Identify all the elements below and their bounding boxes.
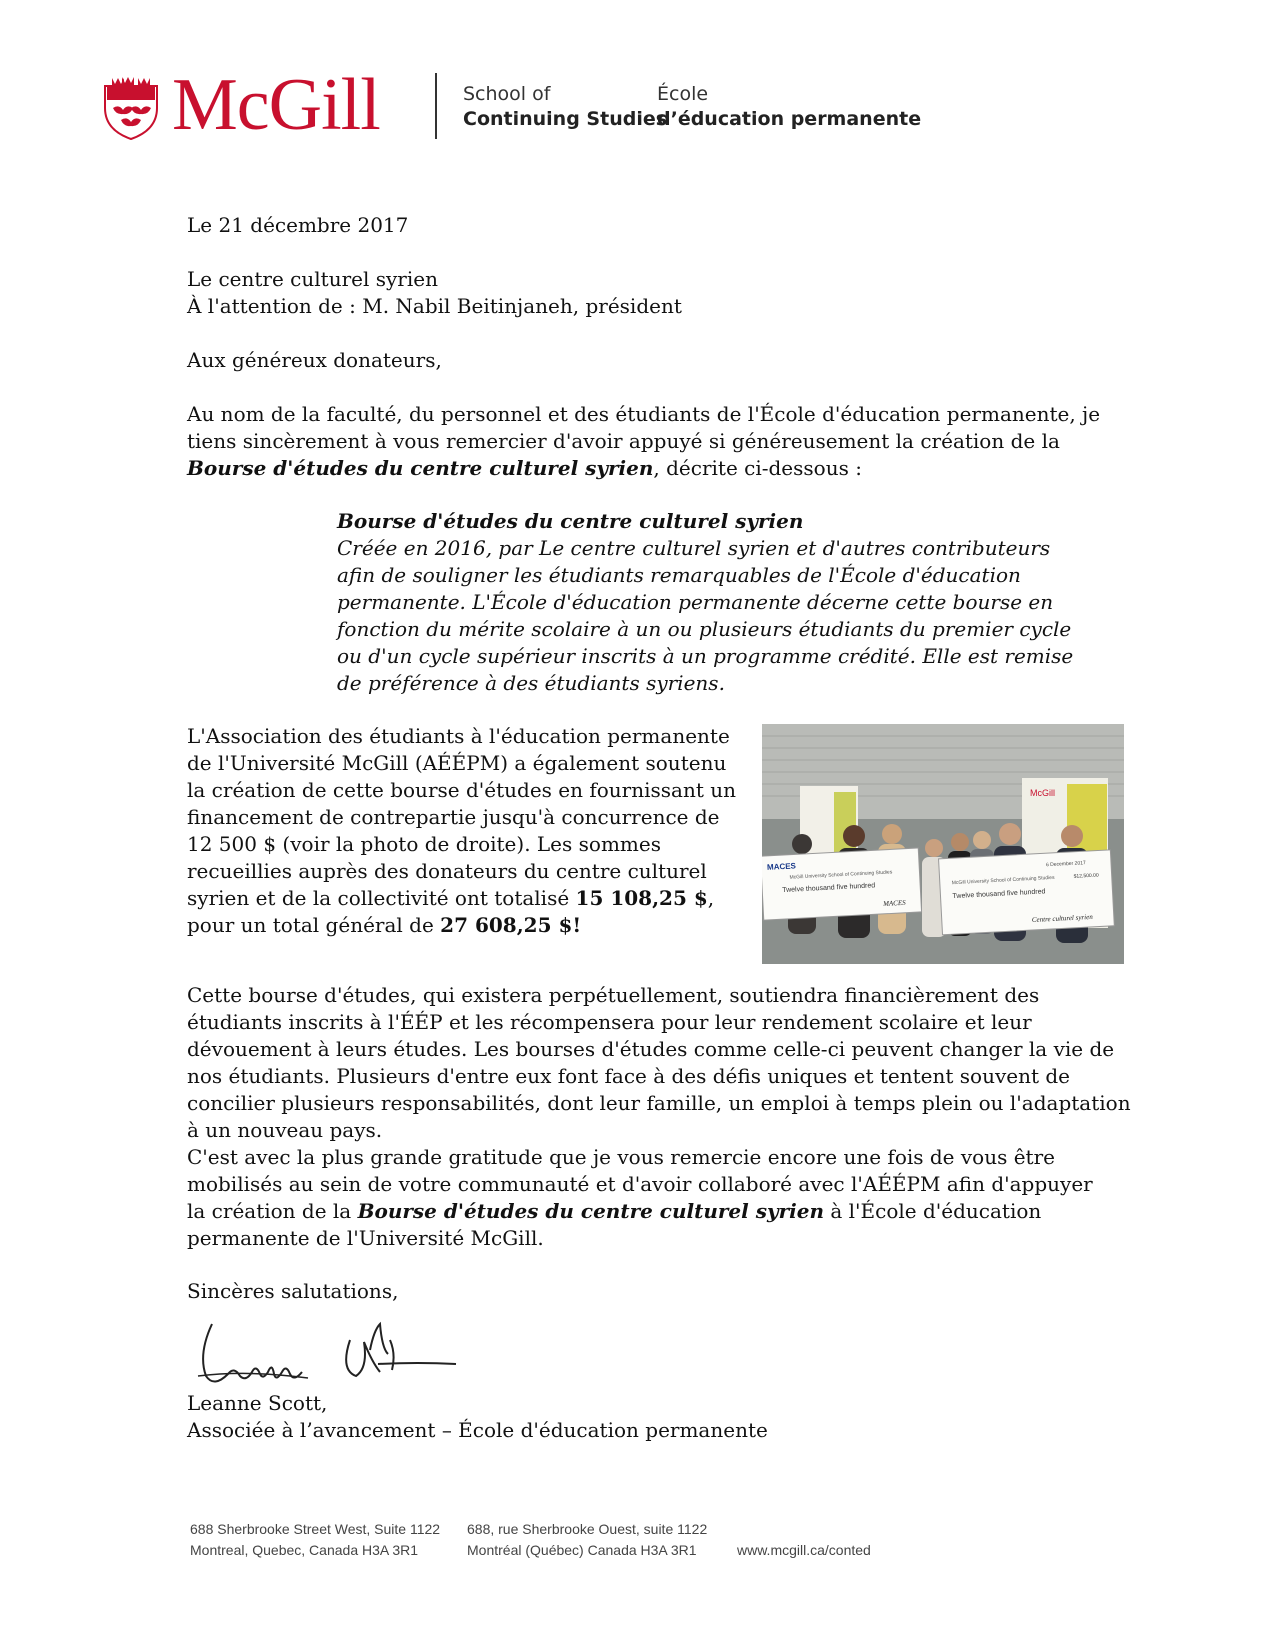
association-amount-1: 15 108,25 $ <box>575 886 708 910</box>
cheque-presentation-photo <box>762 724 1124 964</box>
signer-block <box>187 1390 1127 1444</box>
footer-address-fr-line2: Montréal (Québec) Canada H3A 3R1 <box>467 1542 697 1558</box>
handwritten-signature <box>190 1310 470 1400</box>
footer-address-fr-line1: 688, rue Sherbrooke Ouest, suite 1122 <box>467 1521 708 1537</box>
scholarship-description <box>337 508 1087 697</box>
left-cheque-header: McGill University School of Continuing Studies <box>789 869 893 881</box>
recipient-line-2: À l'attention de : M. Nabil Beitinjaneh, président <box>187 294 682 318</box>
department-fr-line1: École <box>657 83 709 105</box>
department-en-line2: Continuing Studies <box>463 108 668 130</box>
left-cheque-signature: MACES <box>882 898 906 908</box>
recipient-line-1: Le centre culturel syrien <box>187 267 438 291</box>
maces-label: MACES <box>766 861 797 872</box>
footer-address-en-line1: 688 Sherbrooke Street West, Suite 1122 <box>190 1521 441 1537</box>
sign-off: Sincères salutations, <box>187 1279 399 1303</box>
department-name-en <box>463 82 667 132</box>
closing-text-b: à l'École d'éducation permanente de l'Université McGill. <box>187 1199 1042 1250</box>
footer-address-fr <box>467 1519 707 1561</box>
intro-scholarship-name: Bourse d'études du centre culturel syrien <box>187 456 654 480</box>
recipient-block <box>187 266 1127 320</box>
right-cheque-header: McGill University School of Continuing Studies <box>951 874 1055 887</box>
department-en-line1: School of <box>463 83 551 105</box>
signer-title: Associée à l’avancement – École d'éducation permanente <box>187 1418 768 1442</box>
scholarship-title: Bourse d'études du centre culturel syrien <box>337 509 804 533</box>
intro-paragraph <box>187 401 1107 482</box>
mcgill-wordmark: McGill <box>172 64 380 146</box>
header-divider <box>435 73 437 139</box>
association-amount-2: 27 608,25 $! <box>440 913 582 937</box>
salutation: Aux généreux donateurs, <box>187 348 442 372</box>
right-cheque-amount-words: Twelve thousand five hundred <box>952 888 1046 901</box>
intro-text-b: , décrite ci-dessous : <box>653 456 862 480</box>
right-cheque-signature: Centre culturel syrien <box>1031 912 1093 925</box>
footer-website[interactable]: www.mcgill.ca/conted <box>737 1542 871 1558</box>
association-paragraph <box>187 723 742 939</box>
closing-text-a: C'est avec la plus grande gratitude que je vous remercie encore une fois de vous être mobilisés au sein de votre communauté et d'avoir collaboré avec l'AÉÉPM afin d'appuyer la création de la <box>187 1145 1093 1223</box>
department-name-fr <box>657 82 921 132</box>
association-text-b: , pour un total général de <box>187 886 715 937</box>
left-cheque-amount-words: Twelve thousand five hundred <box>782 882 876 895</box>
perpetual-paragraph: Cette bourse d'études, qui existera perpétuellement, soutiendra financièrement des étudiants inscrits à l'ÉÉP et les récompensera pour leur rendement scolaire et leur dévouement à leurs études. Les bourses d'études comme celle-ci peuvent changer la vie de nos étudiants. Plusieurs d'entre eux font face à des défis uniques et tentent souvent de concilier plusieurs responsabilités, dont leur famille, un emploi à temps plein ou l'adaptation à un nouveau pays. <box>187 983 1131 1142</box>
closing-paragraph <box>187 1144 1117 1252</box>
footer-address-en <box>190 1519 440 1561</box>
right-cheque-amount: $12,500.00 <box>1073 872 1099 880</box>
right-cheque-date: 6 December 2017 <box>1045 860 1086 869</box>
footer-address-en-line2: Montreal, Quebec, Canada H3A 3R1 <box>190 1542 419 1558</box>
banner-logo-text: McGill <box>1030 788 1055 798</box>
letter-date: Le 21 décembre 2017 <box>187 213 409 237</box>
scholarship-body: Créée en 2016, par Le centre culturel syrien et d'autres contributeurs afin de souligner les étudiants remarquables de l'École d'éducation permanente. L'École d'éducation permanente décerne cette bourse en fonction du mérite scolaire à un ou plusieurs étudiants du premier cycle ou d'un cycle supérieur inscrits à un programme crédité. Elle est remise de préférence à des étudiants syriens. <box>337 536 1074 695</box>
intro-text-a: Au nom de la faculté, du personnel et des étudiants de l'École d'éducation permanente, je tiens sincèrement à vous remercier d'avoir appuyé si généreusement la création de la <box>187 402 1101 453</box>
department-fr-line2: d’éducation permanente <box>657 108 922 130</box>
closing-scholarship-name: Bourse d'études du centre culturel syrien <box>357 1199 824 1223</box>
signer-name: Leanne Scott, <box>187 1391 328 1415</box>
mcgill-shield-logo <box>103 74 159 140</box>
association-text-a: L'Association des étudiants à l'éducation permanente de l'Université McGill (AÉÉPM) a également soutenu la création de cette bourse d'études en fournissant un financement de contrepartie jusqu'à concurrence de 12 500 $ (voir la photo de droite). Les sommes recueillies auprès des donateurs du centre culturel syrien et de la collectivité ont totalisé <box>187 724 736 910</box>
